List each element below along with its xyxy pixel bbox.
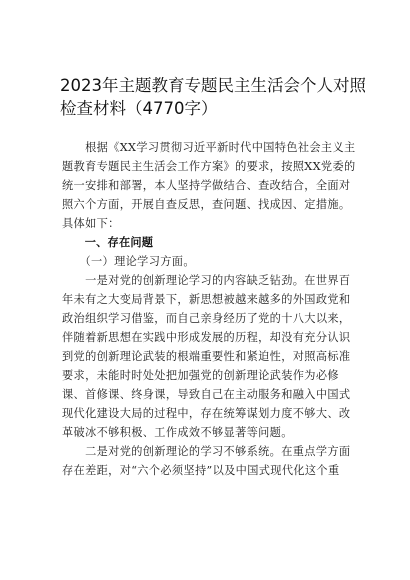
title-line-2: 检查材料（4770字） — [60, 99, 218, 118]
body-line: 具体如下： — [62, 217, 120, 230]
body-line: 课、首修课、终身课，导致自己在主动服务和融入中国式 — [62, 388, 351, 401]
body-line: 存在差距，对“六个必须坚持”以及中国式现代化这个重 — [62, 464, 340, 477]
subsection-heading: （一）理论学习方面。 — [62, 255, 195, 268]
body-line: 题教育专题民主生活会工作方案》的要求，按照XX党委的 — [62, 160, 356, 173]
body-line: 照六个方面，开展自查反思，查问题、找成因、定措施。 — [62, 198, 351, 211]
body-line: 政治组织学习借鉴，而自己亲身经历了党的十八大以来， — [62, 312, 351, 325]
body-line: 现代化建设大局的过程中，存在统筹谋划力度不够大、改 — [62, 407, 351, 420]
body-line: 一是对党的创新理论学习的内容缺乏钻劲。在世界百 — [62, 274, 351, 287]
body-line: 要求，未能时时处处把加强党的创新理论武装作为必修 — [62, 369, 339, 382]
body-line: 到党的创新理论武装的根端重要性和紧迫性，对照高标准 — [62, 350, 351, 363]
body-line: 革破冰不够积极、工作成效不够显著等问题。 — [62, 426, 293, 439]
body-line: 年未有之大变局背景下，新思想被越来越多的外国政党和 — [62, 293, 351, 306]
document-title — [60, 74, 366, 120]
section-heading: 一、存在问题 — [62, 236, 154, 249]
title-line-1: 2023年主题教育专题民主生活会个人对照 — [60, 76, 366, 95]
body-line: 根据《XX学习贯彻习近平新时代中国特色社会主义主 — [62, 141, 356, 154]
body-line: 二是对党的创新理论的学习不够系统。在重点学方面 — [62, 445, 351, 458]
body-line: 统一安排和部署，本人坚持学做结合、查改结合，全面对 — [62, 179, 351, 192]
document-body — [62, 138, 362, 480]
body-line: 伴随着新思想在实践中形成发展的历程，却没有充分认识 — [62, 331, 351, 344]
